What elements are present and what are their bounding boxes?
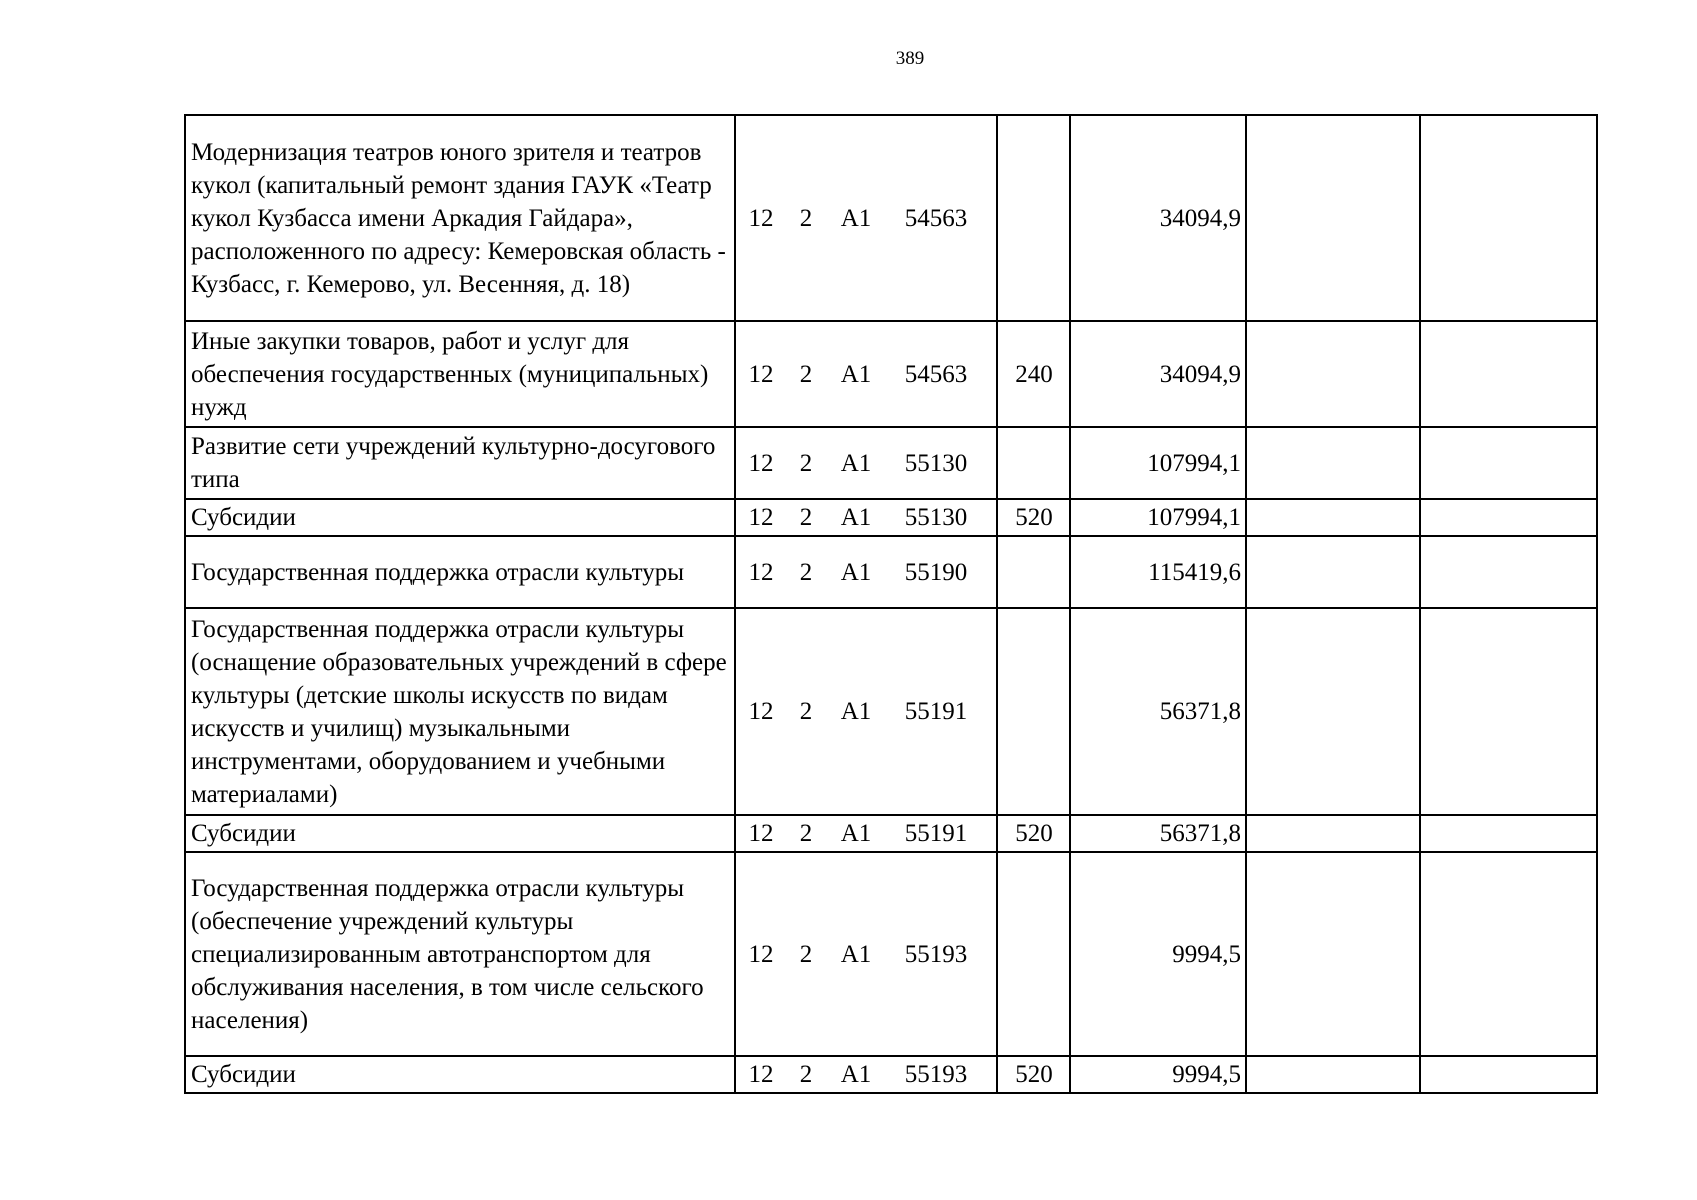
amount: 34094,9 bbox=[1070, 115, 1246, 321]
amount: 107994,1 bbox=[1070, 427, 1246, 499]
project-code: A1 bbox=[840, 698, 872, 725]
row-codes bbox=[735, 115, 997, 321]
amount: 9994,5 bbox=[1070, 852, 1246, 1056]
row-codes bbox=[735, 608, 997, 815]
empty-cell bbox=[1246, 815, 1420, 852]
row-codes bbox=[735, 499, 997, 536]
program-code: 2 bbox=[799, 504, 813, 531]
project-code: A1 bbox=[840, 1061, 872, 1088]
project-code: A1 bbox=[840, 820, 872, 847]
program-code: 2 bbox=[799, 558, 813, 586]
row-description: Субсидии bbox=[185, 815, 735, 852]
amount: 56371,8 bbox=[1070, 815, 1246, 852]
section-code: 12 bbox=[748, 449, 774, 477]
direction-code: 55193 bbox=[904, 940, 968, 968]
row-codes bbox=[735, 427, 997, 499]
program-code: 2 bbox=[799, 360, 813, 388]
direction-code: 55191 bbox=[904, 698, 968, 725]
project-code: A1 bbox=[840, 360, 872, 388]
section-code: 12 bbox=[748, 360, 774, 388]
direction-code: 55193 bbox=[904, 1061, 968, 1088]
row-description: Государственная поддержка отрасли культуры (оснащение образовательных учреждений в сфере культуры (детские школы искусств по видам искусств и училищ) музыкальными инструментами, оборудованием и учебными материалами) bbox=[185, 608, 735, 815]
row-description: Государственная поддержка отрасли культуры (обеспечение учреждений культуры специализированным автотранспортом для обслуживания населения, в том числе сельского населения) bbox=[185, 852, 735, 1056]
empty-cell bbox=[1246, 852, 1420, 1056]
amount: 9994,5 bbox=[1070, 1056, 1246, 1093]
program-code: 2 bbox=[799, 204, 813, 232]
program-code: 2 bbox=[799, 449, 813, 477]
empty-cell bbox=[1246, 499, 1420, 536]
project-code: A1 bbox=[840, 940, 872, 968]
row-description: Субсидии bbox=[185, 499, 735, 536]
budget-table bbox=[184, 114, 1598, 1094]
row-codes bbox=[735, 1056, 997, 1093]
page-number: 389 bbox=[895, 48, 925, 69]
expense-type-code: 520 bbox=[997, 499, 1070, 536]
empty-cell bbox=[1420, 427, 1597, 499]
direction-code: 55130 bbox=[904, 504, 968, 531]
table-row bbox=[185, 321, 1597, 427]
row-codes bbox=[735, 321, 997, 427]
expense-type-code: 240 bbox=[997, 321, 1070, 427]
section-code: 12 bbox=[748, 698, 774, 725]
project-code: A1 bbox=[840, 558, 872, 586]
table-row bbox=[185, 815, 1597, 852]
empty-cell bbox=[1246, 321, 1420, 427]
expense-type-code: 520 bbox=[997, 815, 1070, 852]
row-description: Развитие сети учреждений культурно-досугового типа bbox=[185, 427, 735, 499]
project-code: A1 bbox=[840, 449, 872, 477]
project-code: A1 bbox=[840, 204, 872, 232]
direction-code: 54563 bbox=[904, 360, 968, 388]
section-code: 12 bbox=[748, 940, 774, 968]
expense-type-code bbox=[997, 115, 1070, 321]
empty-cell bbox=[1420, 115, 1597, 321]
table-row bbox=[185, 852, 1597, 1056]
empty-cell bbox=[1246, 427, 1420, 499]
empty-cell bbox=[1246, 115, 1420, 321]
section-code: 12 bbox=[748, 504, 774, 531]
amount: 107994,1 bbox=[1070, 499, 1246, 536]
empty-cell bbox=[1420, 852, 1597, 1056]
row-codes bbox=[735, 852, 997, 1056]
amount: 34094,9 bbox=[1070, 321, 1246, 427]
table-row bbox=[185, 536, 1597, 608]
program-code: 2 bbox=[799, 1061, 813, 1088]
empty-cell bbox=[1420, 499, 1597, 536]
table-row bbox=[185, 1056, 1597, 1093]
direction-code: 55191 bbox=[904, 820, 968, 847]
table-row bbox=[185, 115, 1597, 321]
section-code: 12 bbox=[748, 820, 774, 847]
table-row bbox=[185, 608, 1597, 815]
empty-cell bbox=[1420, 536, 1597, 608]
section-code: 12 bbox=[748, 204, 774, 232]
row-codes bbox=[735, 815, 997, 852]
direction-code: 54563 bbox=[904, 204, 968, 232]
empty-cell bbox=[1246, 536, 1420, 608]
expense-type-code bbox=[997, 608, 1070, 815]
section-code: 12 bbox=[748, 558, 774, 586]
amount: 56371,8 bbox=[1070, 608, 1246, 815]
row-description: Модернизация театров юного зрителя и театров кукол (капитальный ремонт здания ГАУК «Театр кукол Кузбасса имени Аркадия Гайдара», расположенного по адресу: Кемеровская область - Кузбасс, г. Кемерово, ул. Весенняя, д. 18) bbox=[185, 115, 735, 321]
section-code: 12 bbox=[748, 1061, 774, 1088]
program-code: 2 bbox=[799, 820, 813, 847]
amount: 115419,6 bbox=[1070, 536, 1246, 608]
program-code: 2 bbox=[799, 698, 813, 725]
empty-cell bbox=[1420, 815, 1597, 852]
expense-type-code bbox=[997, 427, 1070, 499]
project-code: A1 bbox=[840, 504, 872, 531]
row-description: Субсидии bbox=[185, 1056, 735, 1093]
direction-code: 55130 bbox=[904, 449, 968, 477]
table-row bbox=[185, 499, 1597, 536]
expense-type-code bbox=[997, 536, 1070, 608]
program-code: 2 bbox=[799, 940, 813, 968]
row-description: Иные закупки товаров, работ и услуг для обеспечения государственных (муниципальных) нужд bbox=[185, 321, 735, 427]
row-codes bbox=[735, 536, 997, 608]
table-row bbox=[185, 427, 1597, 499]
empty-cell bbox=[1246, 1056, 1420, 1093]
empty-cell bbox=[1420, 1056, 1597, 1093]
expense-type-code bbox=[997, 852, 1070, 1056]
direction-code: 55190 bbox=[904, 558, 968, 586]
row-description: Государственная поддержка отрасли культуры bbox=[185, 536, 735, 608]
expense-type-code: 520 bbox=[997, 1056, 1070, 1093]
empty-cell bbox=[1420, 321, 1597, 427]
empty-cell bbox=[1246, 608, 1420, 815]
empty-cell bbox=[1420, 608, 1597, 815]
